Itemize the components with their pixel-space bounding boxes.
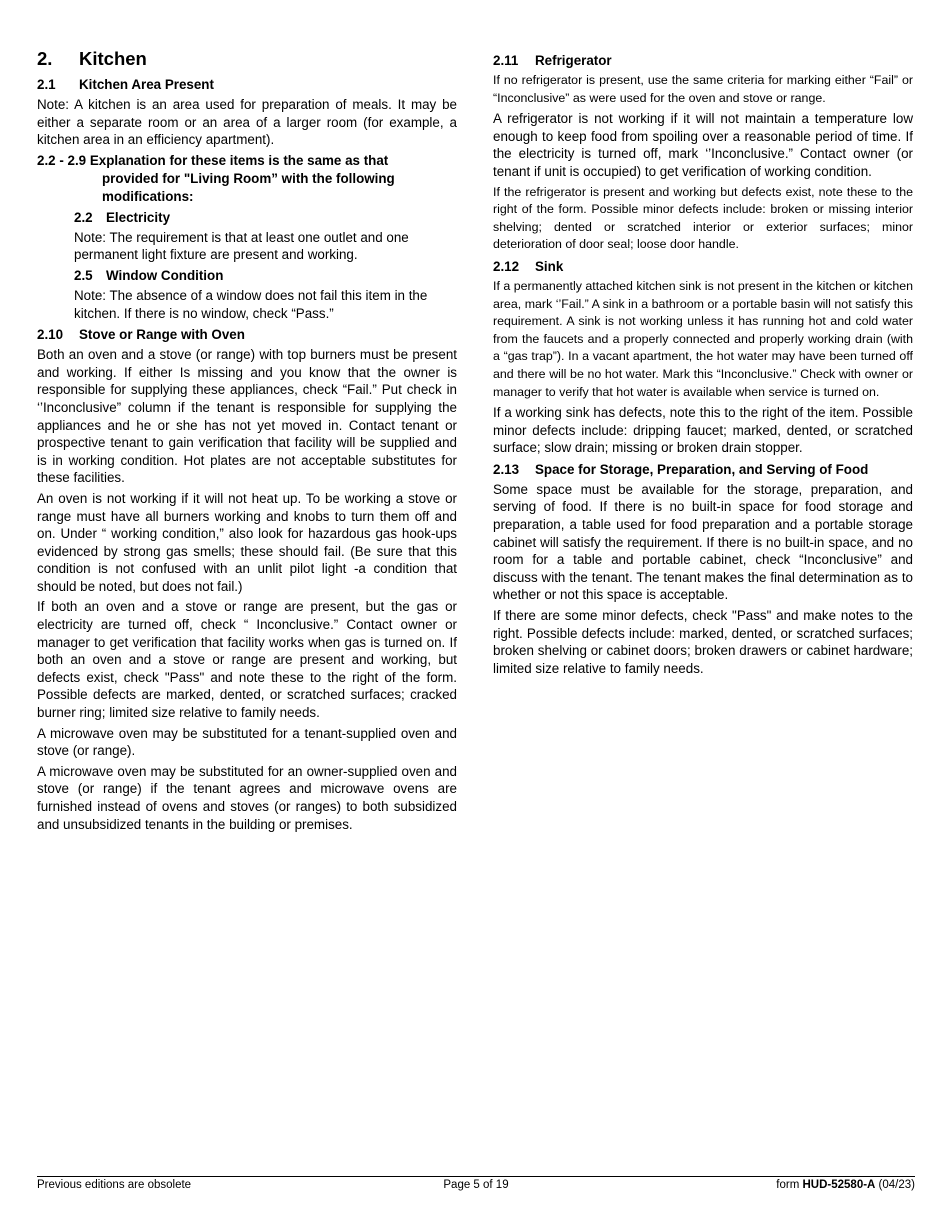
form-date: (04/23) <box>875 1179 915 1191</box>
heading-line: provided for "Living Room” with the following <box>102 170 395 186</box>
paragraph-2-2-note: Note: The requirement is that at least one outlet and one permanent light fixture are present and working. <box>74 229 409 263</box>
heading-line: modifications: <box>102 188 194 204</box>
heading-number: 2.11 <box>493 53 519 68</box>
page-footer <box>37 1176 915 1191</box>
heading-2-13 <box>493 461 913 478</box>
heading-line: 2.2 - 2.9 Explanation for these items is the same as that <box>37 152 389 168</box>
heading-2-1 <box>37 76 457 93</box>
paragraph-2-1-note: Note: A kitchen is an area used for preparation of meals. It may be either a separate room or an area of a larger room (for example, a kitchen area in an efficiency apartment). <box>37 97 457 148</box>
footer-form-id <box>776 1179 915 1191</box>
paragraph-2-10-4: A microwave oven may be substituted for a tenant-supplied oven and stove (or range). <box>37 725 457 759</box>
section-heading <box>37 48 457 70</box>
heading-number: 2.12 <box>493 258 520 274</box>
heading-number: 2.2 <box>74 209 93 225</box>
heading-title: Stove or Range with Oven <box>79 327 245 343</box>
paragraph-2-10-5: A microwave oven may be substituted for an owner-supplied oven and stove (or range) if the tenant agrees and microwave ovens are furnished instead of ovens and stoves (or ranges) to both subsidized and unsubsidized tenants in the building or premises. <box>37 763 457 832</box>
paragraph-2-11-3: If the refrigerator is present and working but defects exist, note these to the right of the form. Possible minor defects include: broken or missing interior shelving; dented or scratched interior or exterior surfaces; minor deterioration of door seal; loose door handle. <box>493 184 913 252</box>
heading-number: 2.1 <box>37 77 56 92</box>
heading-2-2-to-2-9 <box>37 152 457 206</box>
section-title: Kitchen <box>79 48 147 69</box>
heading-number: 2.5 <box>74 267 93 283</box>
paragraph-2-5-note: Note: The absence of a window does not fail this item in the kitchen. If there is no window, check “Pass.” <box>74 287 428 321</box>
left-column <box>37 48 457 836</box>
right-column <box>493 52 913 680</box>
footer-obsolete-note: Previous editions are obsolete <box>37 1179 192 1191</box>
heading-title: Window Condition <box>106 267 224 283</box>
paragraph-2-10-1: Both an oven and a stove (or range) with top burners must be present and working. If either Is missing and you know that the owner is responsible for supplying these appliances, check “Fail.” Put check in ‘’Inconclusive” column if the tenant is responsible for supplying the appliances and he or she has not yet moved in. Contact tenant or prospective tenant to gain verification that facility will be supplied and is in working condition. Hot plates are not acceptable substitutes for these facilities. <box>37 347 457 486</box>
paragraph-2-11-2: A refrigerator is not working if it will not maintain a temperature low enough to keep food from spoiling over a reasonable period of time. If the electricity is turned off, mark ‘’Inconclusive.” Contact owner (or tenant if unit is occupied) to get verification of working condition. <box>493 111 913 179</box>
form-number: HUD-52580-A <box>802 1179 876 1191</box>
heading-2-2 <box>74 209 457 226</box>
heading-2-10 <box>37 326 457 343</box>
heading-title: Sink <box>535 258 564 274</box>
paragraph-2-12-1: If a permanently attached kitchen sink is not present in the kitchen or kitchen area, mark ‘’Fail.” A sink in a bathroom or a portable basin will not satisfy this requirement. A sink is not working unless it has running hot and cold water from the faucets and a properly connected and properly working drain (with a “gas trap”). In a vacant apartment, the hot water may have been turned off and there will be no hot water. Mark this “Inconclusive.” Check with owner or manager to verify that hot water is available when service is turned on. <box>493 278 913 399</box>
heading-2-12 <box>493 258 913 275</box>
heading-number: 2.10 <box>37 327 64 343</box>
section-number: 2. <box>37 48 53 69</box>
paragraph-2-10-3: If both an oven and a stove or range are present, but the gas or electricity are turned off, check “ Inconclusive.” Contact owner or manager to get verification that facility works when gas is turned on. If both an oven and a stove or range are present and working, but defects exist, check "Pass" and note these to the right of the form. Possible defects are marked, dented, or scratched surfaces; cracked burner ring; limited size relative to family needs. <box>37 599 457 721</box>
heading-2-11 <box>493 52 913 69</box>
paragraph-2-11-1: If no refrigerator is present, use the same criteria for marking either “Fail” or “Inconclusive” as were used for the oven and stove or range. <box>493 73 913 105</box>
heading-2-5 <box>74 267 457 284</box>
heading-number: 2.13 <box>493 461 520 477</box>
heading-title: Refrigerator <box>535 53 612 68</box>
form-prefix: form <box>776 1179 803 1191</box>
paragraph-2-12-2: If a working sink has defects, note this to the right of the item. Possible minor defects include: dripping faucet; marked, dented, or scratched surface; slow drain; missing or broken drain stopper. <box>493 405 913 456</box>
paragraph-2-13-2: If there are some minor defects, check "Pass" and make notes to the right. Possible defects include: marked, dented, or scratched surfaces; broken shelving or cabinet doors; broken drawers or cabinet hardware; limited size relative to family needs. <box>493 608 913 676</box>
heading-title: Kitchen Area Present <box>79 77 214 92</box>
heading-title: Electricity <box>106 209 171 225</box>
heading-title: Space for Storage, Preparation, and Serving of Food <box>535 461 869 477</box>
footer-page-number: Page 5 of 19 <box>443 1179 509 1191</box>
paragraph-2-10-2: An oven is not working if it will not heat up. To be working a stove or range must have all burners working and knobs to turn them off and on. Under “ working condition,” also look for hazardous gas hook-ups evidenced by strong gas smells; these should fail. (Be sure that this condition is not confused with an unlit pilot light -a condition that should be noted, but does not fail.) <box>37 490 457 594</box>
paragraph-2-13-1: Some space must be available for the storage, preparation, and serving of food. If there is no built-in space for food storage and preparation, a table used for food preparation and a portable storage cabinet will satisfy the requirement. If there is no built-in space, and no room for a table and portable cabinet, check “Inconclusive” and discuss with the tenant. The tenant makes the final determination as to whether or not this space is acceptable. <box>493 481 913 603</box>
